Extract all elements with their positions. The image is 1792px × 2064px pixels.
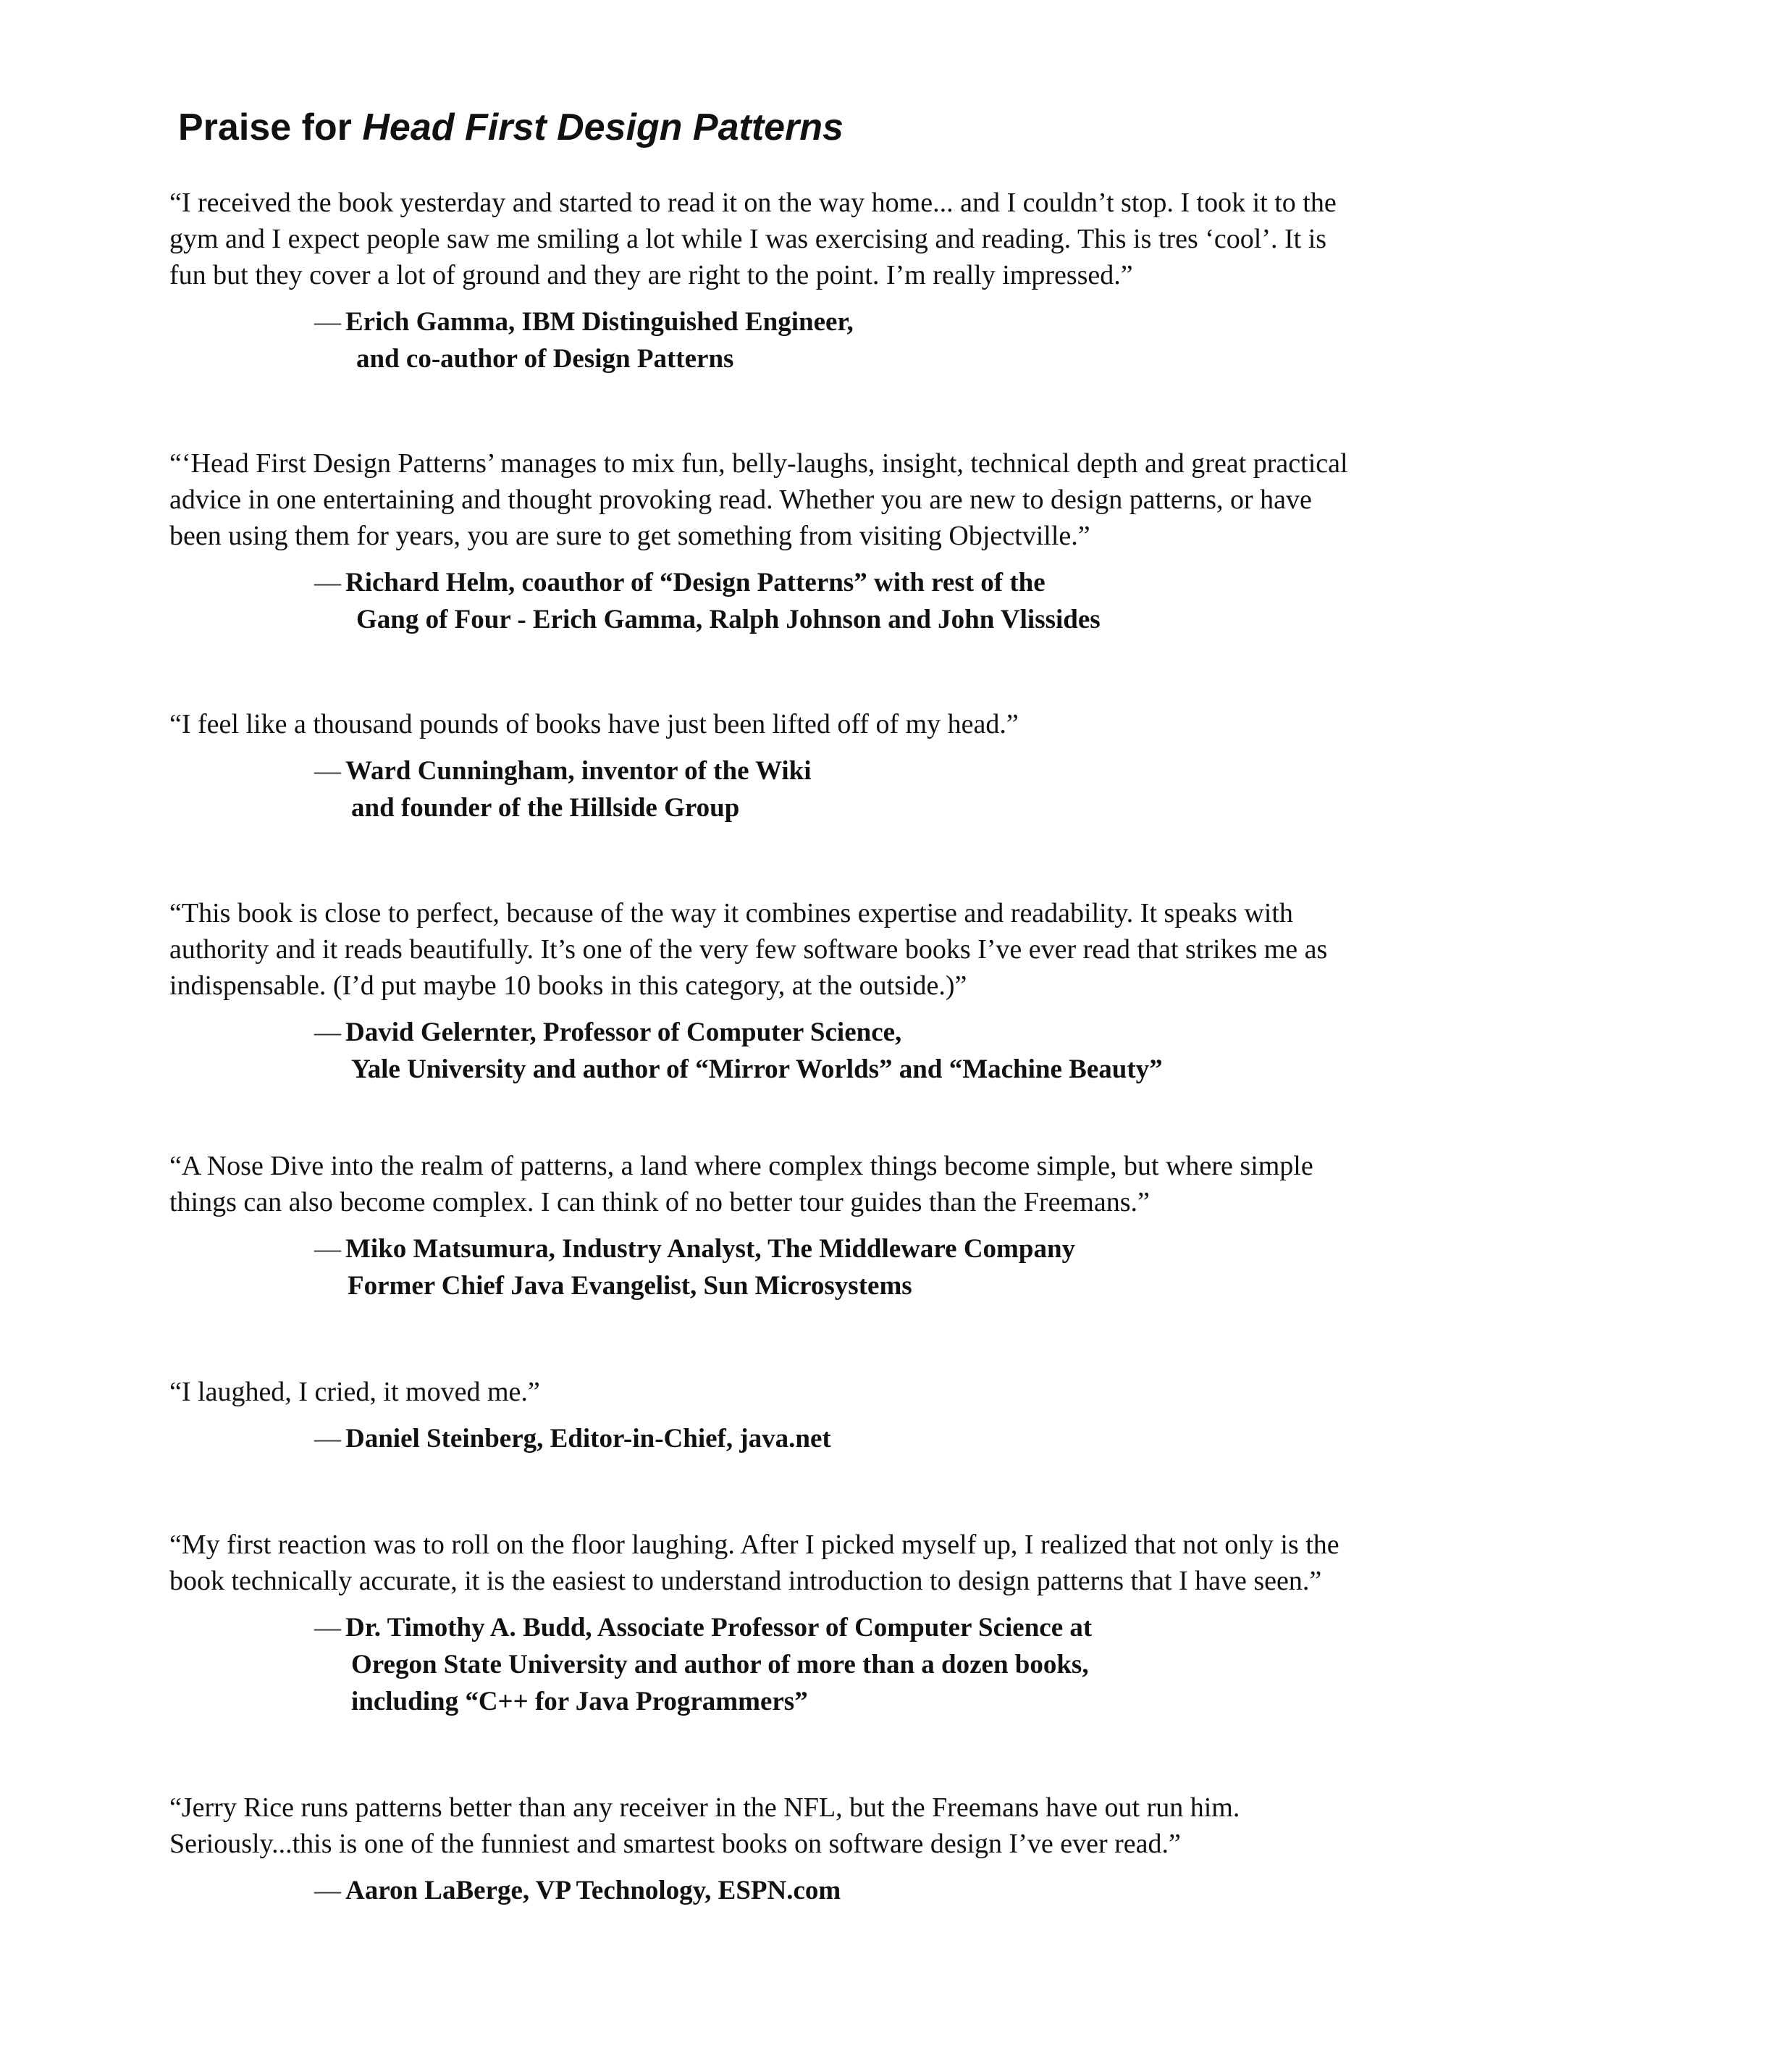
quote-line: “This book is close to perfect, because of the way it combines expertise and readability. It speaks with [169, 898, 1293, 928]
quote-line: been using them for years, you are sure to get something from visiting Objectville.” [169, 521, 1090, 551]
attribution-line [314, 1420, 1704, 1457]
testimonial-attribution [169, 1872, 1704, 1909]
quote-line: indispensable. (I’d put maybe 10 books in this category, at the outside.)” [169, 970, 967, 1001]
attribution-text: Richard Helm, coauthor of “Design Patterns” with rest of the [345, 568, 1046, 597]
attribution-line: including “C++ for Java Programmers” [351, 1687, 808, 1716]
attribution-line [314, 303, 1704, 340]
testimonial-quote [169, 1374, 1704, 1410]
testimonial-quote [169, 1527, 1704, 1599]
testimonial-richard-helm [169, 445, 1704, 638]
testimonial-quote [169, 185, 1704, 293]
testimonial-aaron-laberge [169, 1790, 1704, 1909]
em-dash: — [314, 1018, 341, 1047]
testimonial-timothy-budd [169, 1527, 1704, 1720]
attribution-text: Dr. Timothy A. Budd, Associate Professor of Computer Science at [345, 1613, 1093, 1643]
quote-line: book technically accurate, it is the easiest to understand introduction to design patterns that I have seen.” [169, 1566, 1322, 1596]
testimonial-david-gelernter [169, 895, 1704, 1088]
attribution-line: Oregon State University and author of more than a dozen books, [351, 1650, 1089, 1679]
quote-line: Seriously...this is one of the funniest and smartest books on software design I’ve ever read.” [169, 1829, 1181, 1859]
attribution-line: Gang of Four - Erich Gamma, Ralph Johnson and John Vlissides [356, 605, 1101, 634]
quote-line: advice in one entertaining and thought provoking read. Whether you are new to design patterns, or have [169, 484, 1312, 515]
attribution-line [314, 1609, 1704, 1646]
attribution-line [314, 1230, 1704, 1267]
quote-line: “Jerry Rice runs patterns better than any receiver in the NFL, but the Freemans have out run him. [169, 1792, 1240, 1823]
testimonial-attribution [169, 564, 1704, 638]
testimonial-attribution [169, 1609, 1704, 1720]
testimonial-attribution [169, 1420, 1704, 1457]
quote-line: “I received the book yesterday and started to read it on the way home... and I couldn’t stop. I took it to the [169, 188, 1337, 218]
em-dash: — [314, 307, 341, 337]
attribution-line: and co-author of Design Patterns [356, 344, 734, 374]
attribution-line: Former Chief Java Evangelist, Sun Microsystems [348, 1271, 912, 1301]
testimonial-attribution [169, 1014, 1704, 1088]
attribution-text: David Gelernter, Professor of Computer Science, [345, 1018, 902, 1047]
em-dash: — [314, 1424, 341, 1453]
quote-line: “‘Head First Design Patterns’ manages to mix fun, belly-laughs, insight, technical depth and great practical [169, 448, 1348, 479]
quote-line: “I feel like a thousand pounds of books have just been lifted off of my head.” [169, 709, 1019, 739]
testimonial-attribution [169, 303, 1704, 377]
em-dash: — [314, 1876, 341, 1905]
testimonial-erich-gamma [169, 185, 1704, 377]
quote-line: “I laughed, I cried, it moved me.” [169, 1377, 540, 1407]
testimonial-quote [169, 1790, 1704, 1862]
quote-line: “A Nose Dive into the realm of patterns, a land where complex things become simple, but where simple [169, 1151, 1313, 1181]
testimonial-miko-matsumura [169, 1148, 1704, 1304]
testimonial-quote [169, 895, 1704, 1004]
testimonial-ward-cunningham [169, 706, 1704, 826]
title-prefix: Praise for [178, 106, 363, 148]
attribution-line [314, 1872, 1704, 1909]
attribution-line [314, 564, 1704, 601]
testimonial-attribution [169, 1230, 1704, 1304]
testimonial-quote [169, 445, 1704, 554]
page-title [178, 101, 844, 154]
quote-line: “My first reaction was to roll on the floor laughing. After I picked myself up, I realized that not only is the [169, 1530, 1339, 1560]
testimonial-quote [169, 1148, 1704, 1220]
attribution-line [314, 1014, 1704, 1051]
quote-line: gym and I expect people saw me smiling a lot while I was exercising and reading. This is tres ‘cool’. It is [169, 224, 1327, 254]
em-dash: — [314, 1234, 341, 1264]
attribution-text: Miko Matsumura, Industry Analyst, The Middleware Company [345, 1234, 1076, 1264]
quote-line: authority and it reads beautifully. It’s one of the very few software books I’ve ever read that strikes me as [169, 934, 1328, 965]
attribution-line [314, 752, 1704, 789]
em-dash: — [314, 568, 341, 597]
testimonial-quote [169, 706, 1704, 742]
testimonial-attribution [169, 752, 1704, 826]
em-dash: — [314, 756, 341, 786]
em-dash: — [314, 1613, 341, 1643]
quote-line: things can also become complex. I can think of no better tour guides than the Freemans.” [169, 1187, 1150, 1217]
attribution-line: Yale University and author of “Mirror Worlds” and “Machine Beauty” [351, 1054, 1163, 1084]
attribution-text: Erich Gamma, IBM Distinguished Engineer, [345, 307, 854, 337]
quote-line: fun but they cover a lot of ground and they are right to the point. I’m really impressed.” [169, 260, 1133, 290]
attribution-text: Daniel Steinberg, Editor-in-Chief, java.net [345, 1424, 831, 1453]
testimonial-daniel-steinberg [169, 1374, 1704, 1457]
attribution-line: and founder of the Hillside Group [351, 793, 740, 823]
title-book-name: Head First Design Patterns [362, 106, 844, 148]
attribution-text: Ward Cunningham, inventor of the Wiki [345, 756, 812, 786]
attribution-text: Aaron LaBerge, VP Technology, ESPN.com [345, 1876, 841, 1905]
